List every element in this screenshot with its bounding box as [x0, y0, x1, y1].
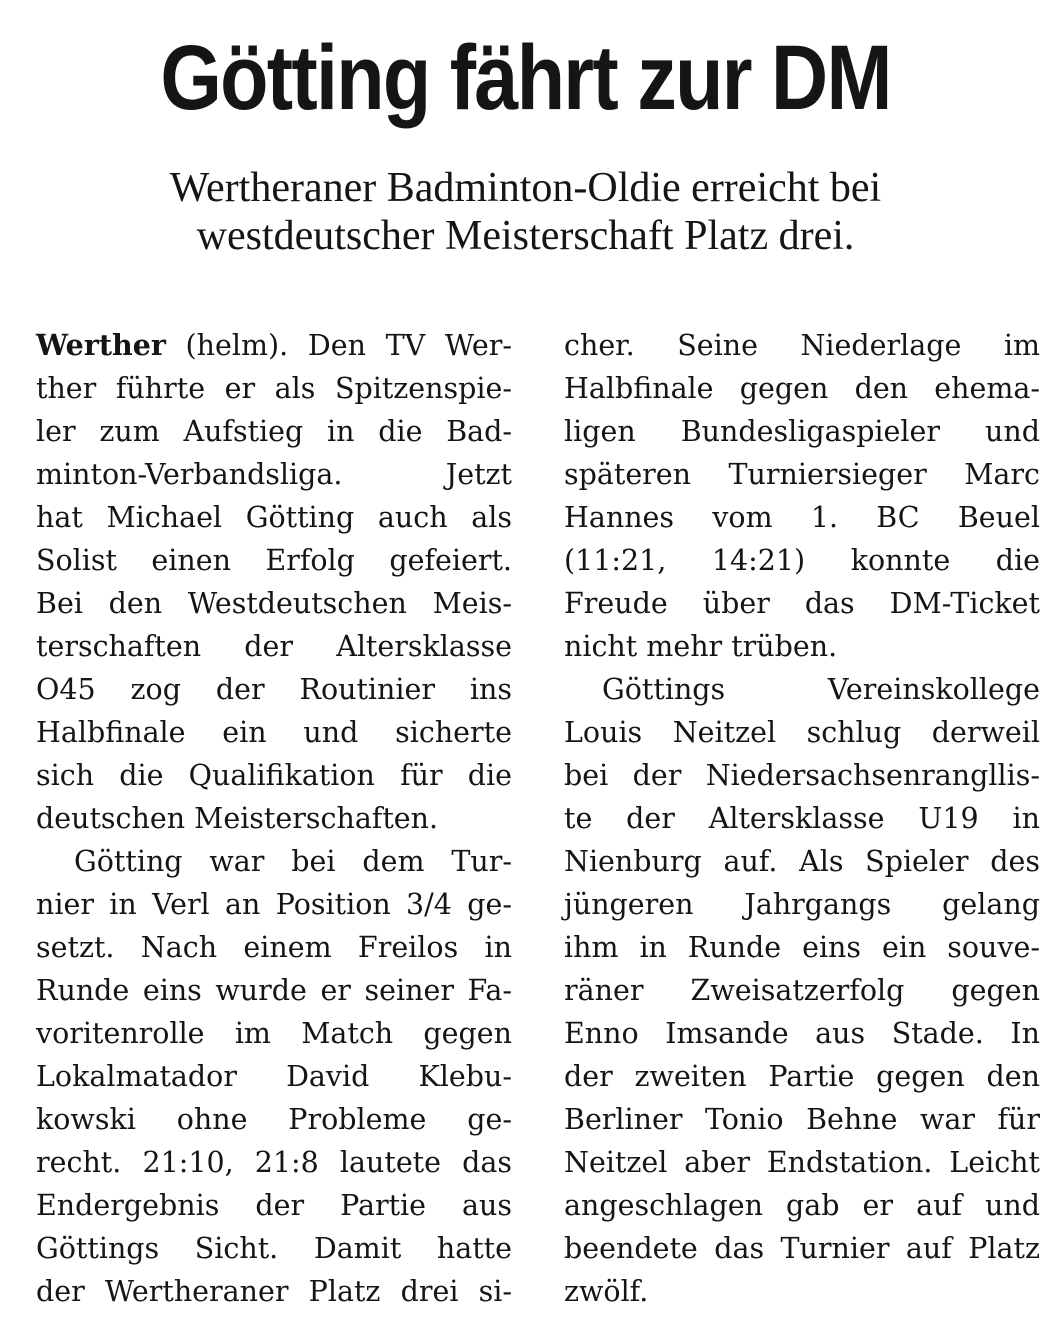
body-line: beendete das Turnier auf Platz: [564, 1232, 1040, 1265]
body-line: nicht mehr trüben.: [564, 630, 838, 663]
body-line: der zweiten Partie gegen den: [564, 1060, 1040, 1093]
body-line: ihm in Runde eins ein souve-: [564, 931, 1040, 964]
body-line: der Wertheraner Platz drei si-: [36, 1275, 512, 1308]
body-line: [36, 324, 512, 367]
dateline: Werther: [36, 328, 166, 362]
body-line: Nienburg auf. Als Spieler des: [564, 845, 1040, 878]
body-line: kowski ohne Probleme ge-: [36, 1103, 512, 1136]
article-column-left: [36, 324, 512, 1313]
body-line: Göttings Vereinskollege: [602, 673, 1040, 706]
body-line: minton-Verbandsliga. Jetzt: [36, 458, 512, 491]
article-headline: Götting fährt zur DM: [160, 27, 891, 129]
body-line: Bei den Westdeutschen Meis-: [36, 587, 512, 620]
body-line: ligen Bundesligaspieler und: [564, 415, 1040, 448]
body-line: deutschen Meisterschaften.: [36, 802, 439, 835]
article-subheadline: [30, 164, 1021, 260]
body-line: (11:21, 14:21) konnte die: [564, 544, 1040, 577]
body-line: jüngeren Jahrgangs gelang: [564, 888, 1040, 921]
body-line: Louis Neitzel schlug derweil: [564, 716, 1040, 749]
body-line: recht. 21:10, 21:8 lautete das: [36, 1146, 512, 1179]
body-line-text: (helm). Den TV Wer-: [165, 329, 512, 362]
body-line: te der Altersklasse U19 in: [564, 802, 1040, 835]
subheadline-line: Wertheraner Badminton-Oldie erreicht bei: [169, 165, 882, 211]
body-line: setzt. Nach einem Freilos in: [36, 931, 512, 964]
body-line: zwölf.: [564, 1275, 649, 1308]
body-line: voritenrolle im Match gegen: [36, 1017, 512, 1050]
body-line: späteren Turniersieger Marc: [564, 458, 1040, 491]
body-line: Hannes vom 1. BC Beuel: [564, 501, 1040, 534]
body-line: Lokalmatador David Klebu-: [36, 1060, 512, 1093]
body-line: Göttings Sicht. Damit hatte: [36, 1232, 512, 1265]
body-line: Halbfinale ein und sicherte: [36, 716, 512, 749]
body-line: ler zum Aufstieg in die Bad-: [36, 415, 512, 448]
body-line: cher. Seine Niederlage im: [564, 329, 1040, 362]
body-line: nier in Verl an Position 3/4 ge-: [36, 888, 512, 921]
body-line: O45 zog der Routinier ins: [36, 673, 512, 706]
body-line: Solist einen Erfolg gefeiert.: [36, 544, 512, 577]
body-line: terschaften der Altersklasse: [36, 630, 512, 663]
body-line: bei der Niedersachsenrangllis-: [564, 759, 1040, 792]
subheadline-line: westdeutscher Meisterschaft Platz drei.: [196, 213, 855, 259]
article-column-right: [564, 324, 1040, 1313]
body-line: Endergebnis der Partie aus: [36, 1189, 512, 1222]
body-line: sich die Qualifikation für die: [36, 759, 512, 792]
body-line: räner Zweisatzerfolg gegen: [564, 974, 1040, 1007]
body-line: Berliner Tonio Behne war für: [564, 1103, 1040, 1136]
body-line: angeschlagen gab er auf und: [564, 1189, 1040, 1222]
body-line: ther führte er als Spitzenspie-: [36, 372, 512, 405]
body-line: Neitzel aber Endstation. Leicht: [564, 1146, 1040, 1179]
body-line: Halbfinale gegen den ehema-: [564, 372, 1040, 405]
body-line: Runde eins wurde er seiner Fa-: [36, 974, 512, 1007]
body-line: Enno Imsande aus Stade. In: [564, 1017, 1040, 1050]
body-line: Götting war bei dem Tur-: [74, 845, 512, 878]
body-line: Freude über das DM-Ticket: [564, 587, 1040, 620]
body-line: hat Michael Götting auch als: [36, 501, 512, 534]
